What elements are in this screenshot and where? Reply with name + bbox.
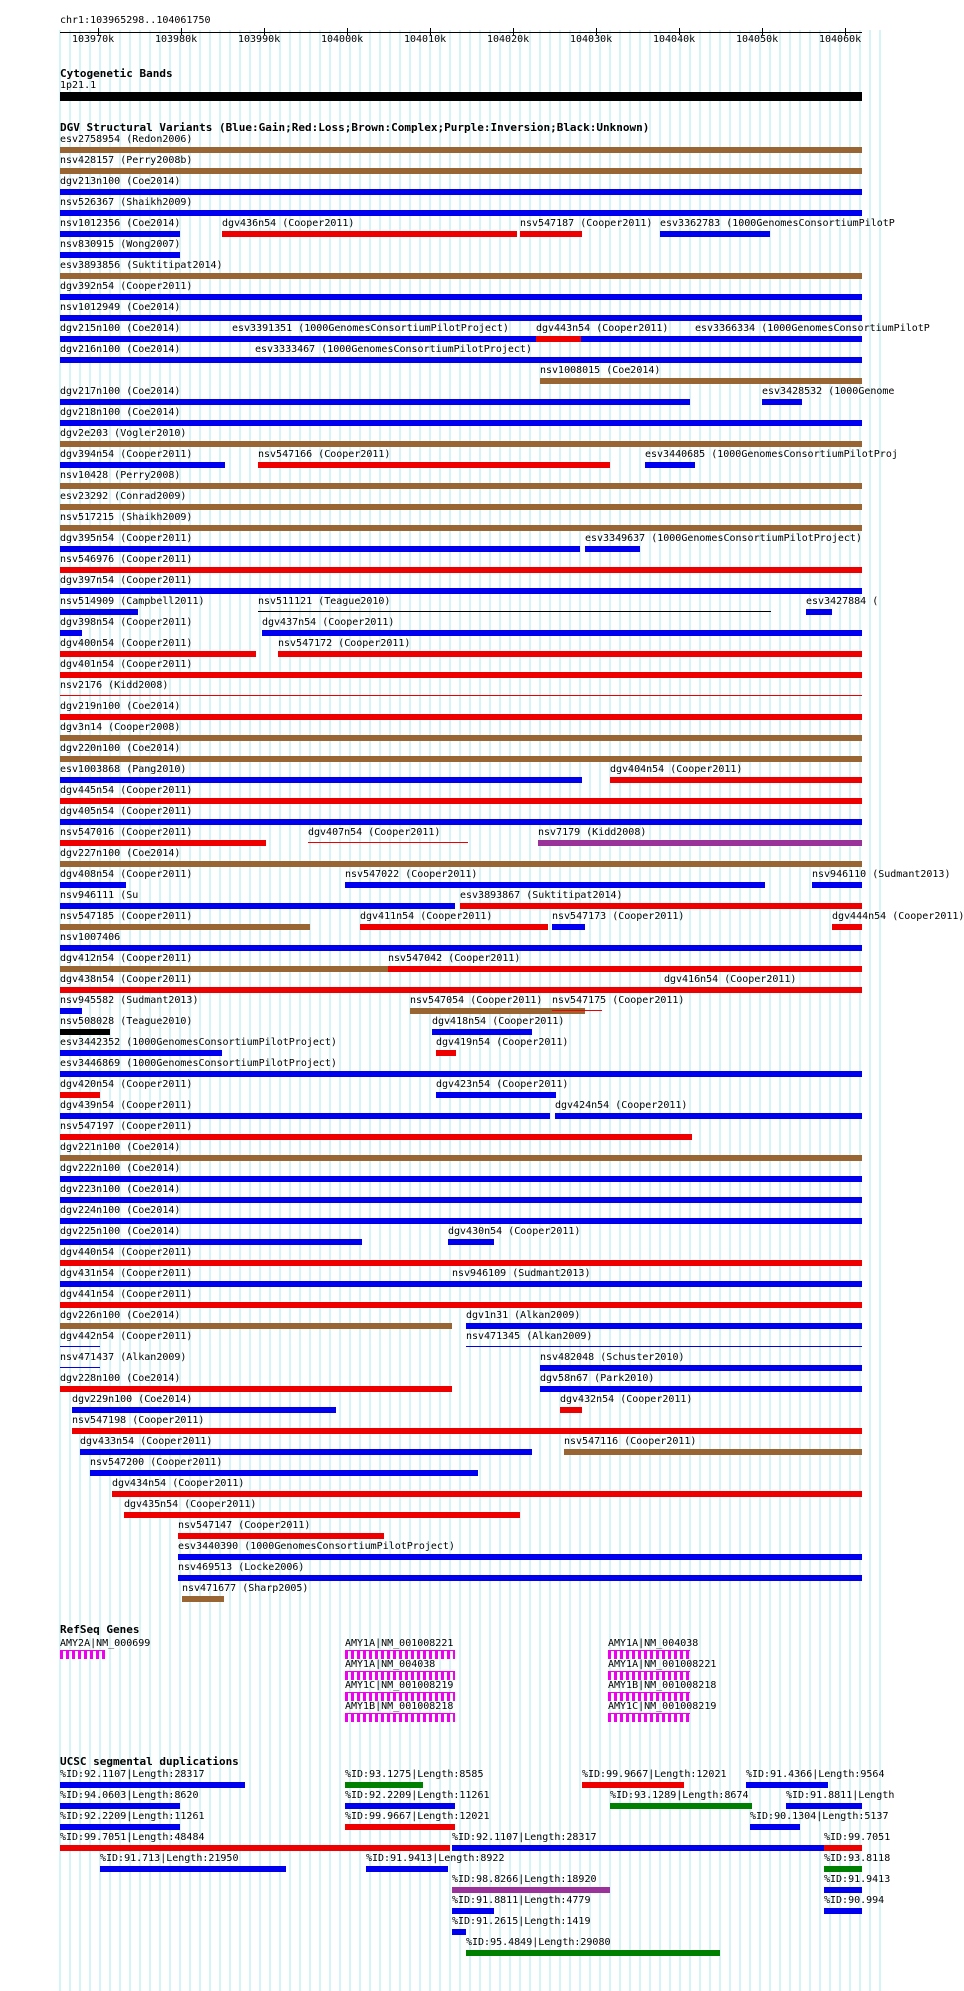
variant-bar[interactable] — [262, 630, 862, 636]
segdup-bar[interactable] — [366, 1866, 448, 1872]
variant-bar[interactable] — [112, 1491, 862, 1497]
variant-bar[interactable] — [178, 1554, 862, 1560]
gene-bar[interactable] — [345, 1671, 455, 1680]
variant-bar[interactable] — [60, 567, 862, 573]
gene-label: AMY1C|NM_001008219 — [345, 1680, 454, 1691]
variant-bar[interactable] — [448, 1239, 494, 1245]
segdup-label: %ID:94.0603|Length:8620 — [60, 1790, 199, 1801]
segdup-bar[interactable] — [60, 1803, 180, 1809]
variant-label: dgv2e203 (Vogler2010) — [60, 428, 187, 439]
variant-label: dgv436n54 (Cooper2011) — [222, 218, 355, 229]
ruler-tick-label: 103970k — [72, 34, 115, 45]
variant-label: dgv223n100 (Coe2014) — [60, 1184, 181, 1195]
segdup-label: %ID:90.994 — [824, 1895, 885, 1906]
variant-label: dgv408n54 (Cooper2011) — [60, 869, 193, 880]
segdup-bar[interactable] — [824, 1887, 862, 1893]
variant-bar[interactable] — [60, 609, 138, 615]
variant-label: dgv445n54 (Cooper2011) — [60, 785, 193, 796]
variant-label: nsv508028 (Teague2010) — [60, 1016, 193, 1027]
variant-bar[interactable] — [60, 1260, 862, 1266]
variant-bar[interactable] — [60, 462, 225, 468]
variant-bar[interactable] — [432, 1029, 532, 1035]
variant-label: esv3446869 (1000GenomesConsortiumPilotProject) — [60, 1058, 337, 1069]
variant-bar[interactable] — [664, 987, 676, 993]
variant-bar[interactable] — [60, 189, 862, 195]
variant-bar[interactable] — [60, 210, 862, 216]
variant-label: nsv511121 (Teague2010) — [258, 596, 391, 607]
variant-bar[interactable] — [60, 294, 862, 300]
variant-label: esv3333467 (1000GenomesConsortiumPilotProject) — [255, 344, 532, 355]
variant-label: dgv440n54 (Cooper2011) — [60, 1247, 193, 1258]
variant-label: dgv424n54 (Cooper2011) — [555, 1100, 688, 1111]
variant-bar[interactable] — [452, 1281, 492, 1287]
variant-label: nsv547175 (Cooper2011) — [552, 995, 685, 1006]
variant-bar[interactable] — [60, 1155, 862, 1161]
variant-label: nsv547187 (Cooper2011) — [520, 218, 653, 229]
segdup-label: %ID:99.7051|Length:48484 — [60, 1832, 205, 1843]
segdup-label: %ID:91.2615|Length:1419 — [452, 1916, 591, 1927]
variant-bar[interactable] — [60, 819, 862, 825]
segdup-bar[interactable] — [582, 1782, 684, 1788]
variant-label: esv3442352 (1000GenomesConsortiumPilotProject) — [60, 1037, 337, 1048]
variant-label: esv3428532 (1000Genome — [762, 386, 895, 397]
variant-bar[interactable] — [60, 1367, 100, 1368]
variant-label: nsv469513 (Locke2006) — [178, 1562, 305, 1573]
variant-bar[interactable] — [60, 1302, 862, 1308]
variant-bar[interactable] — [90, 1470, 478, 1476]
variant-label: nsv547116 (Cooper2011) — [564, 1436, 697, 1447]
segdup-bar[interactable] — [452, 1929, 466, 1935]
variant-bar[interactable] — [585, 546, 640, 552]
segdup-title: UCSC segmental duplications — [60, 1755, 239, 1768]
variant-label: dgv401n54 (Cooper2011) — [60, 659, 193, 670]
variant-bar[interactable] — [552, 1010, 602, 1011]
variant-bar[interactable] — [410, 1008, 585, 1014]
variant-bar[interactable] — [60, 420, 862, 426]
variant-label: dgv430n54 (Cooper2011) — [448, 1226, 581, 1237]
variant-label: nsv547042 (Cooper2011) — [388, 953, 521, 964]
segdup-label: %ID:93.8118 — [824, 1853, 891, 1864]
variant-bar[interactable] — [60, 357, 862, 363]
variant-bar[interactable] — [540, 378, 862, 384]
variant-label: dgv433n54 (Cooper2011) — [80, 1436, 213, 1447]
variant-bar[interactable] — [80, 1449, 532, 1455]
variant-bar[interactable] — [60, 525, 862, 531]
variant-label: esv23292 (Conrad2009) — [60, 491, 187, 502]
variant-label: dgv3n14 (Cooper2008) — [60, 722, 181, 733]
variant-bar[interactable] — [60, 651, 256, 657]
variant-bar[interactable] — [345, 882, 765, 888]
variant-bar[interactable] — [178, 1575, 862, 1581]
variant-label: dgv226n100 (Coe2014) — [60, 1310, 181, 1321]
variant-bar[interactable] — [60, 441, 862, 447]
variant-label: dgv431n54 (Cooper2011) — [60, 1268, 193, 1279]
variant-bar[interactable] — [60, 1008, 82, 1014]
variant-bar[interactable] — [60, 903, 455, 909]
variant-label: dgv407n54 (Cooper2011) — [308, 827, 441, 838]
gene-label: AMY1A|NM_004038 — [345, 1659, 436, 1670]
variant-bar[interactable] — [60, 1346, 100, 1347]
variant-label: dgv398n54 (Cooper2011) — [60, 617, 193, 628]
segdup-label: %ID:91.8811|Length:4779 — [452, 1895, 591, 1906]
variant-bar[interactable] — [60, 315, 862, 321]
variant-bar[interactable] — [60, 695, 862, 696]
variant-label: esv3349637 (1000GenomesConsortiumPilotProject) — [585, 533, 862, 544]
cytoband-bar[interactable] — [60, 92, 862, 101]
variant-label: dgv437n54 (Cooper2011) — [262, 617, 395, 628]
segdup-label: %ID:99.9667|Length:12021 — [582, 1769, 727, 1780]
variant-bar[interactable] — [60, 924, 310, 930]
variant-bar[interactable] — [60, 399, 690, 405]
variant-bar[interactable] — [60, 1092, 100, 1098]
variant-bar[interactable] — [60, 756, 862, 762]
variant-bar[interactable] — [466, 1346, 862, 1347]
segdup-bar[interactable] — [345, 1782, 423, 1788]
variant-label: esv3391351 (1000GenomesConsortiumPilotProject) — [232, 323, 509, 334]
segdup-bar[interactable] — [60, 1824, 180, 1830]
ruler-tick-label: 104020k — [487, 34, 530, 45]
variant-label: dgv423n54 (Cooper2011) — [436, 1079, 569, 1090]
gene-label: AMY1B|NM_001008218 — [608, 1680, 717, 1691]
variant-label: dgv439n54 (Cooper2011) — [60, 1100, 193, 1111]
variant-bar[interactable] — [466, 1323, 862, 1329]
gene-bar[interactable] — [60, 1650, 105, 1659]
segdup-label: %ID:91.713|Length:21950 — [100, 1853, 239, 1864]
variant-bar[interactable] — [60, 1197, 862, 1203]
variant-bar[interactable] — [60, 798, 862, 804]
variant-label: dgv213n100 (Coe2014) — [60, 176, 181, 187]
variant-label: nsv946110 (Sudmant2013) — [812, 869, 951, 880]
variant-bar[interactable] — [178, 1533, 384, 1539]
variant-bar[interactable] — [60, 273, 862, 279]
segdup-bar[interactable] — [786, 1803, 862, 1809]
gene-bar[interactable] — [345, 1713, 455, 1722]
variant-label: dgv434n54 (Cooper2011) — [112, 1478, 245, 1489]
variant-label: dgv438n54 (Cooper2011) — [60, 974, 193, 985]
segdup-bar[interactable] — [100, 1866, 286, 1872]
gene-bar[interactable] — [608, 1692, 690, 1701]
variant-label: dgv412n54 (Cooper2011) — [60, 953, 193, 964]
variant-label: dgv220n100 (Coe2014) — [60, 743, 181, 754]
variant-label: nsv945582 (Sudmant2013) — [60, 995, 199, 1006]
variant-label: dgv435n54 (Cooper2011) — [124, 1499, 257, 1510]
variant-bar[interactable] — [60, 147, 862, 153]
segdup-bar[interactable] — [60, 1845, 450, 1851]
dgv-title: DGV Structural Variants (Blue:Gain;Red:Loss;Brown:Complex;Purple:Inversion;Black:Unknown) — [60, 121, 650, 134]
variant-bar[interactable] — [60, 504, 862, 510]
segdup-label: %ID:91.9413 — [824, 1874, 891, 1885]
variant-label: nsv428157 (Perry2008b) — [60, 155, 193, 166]
variant-bar[interactable] — [520, 231, 582, 237]
variant-label: nsv547198 (Cooper2011) — [72, 1415, 205, 1426]
variant-bar[interactable] — [806, 609, 832, 615]
variant-label: dgv416n54 (Cooper2011) — [664, 974, 797, 985]
variant-bar[interactable] — [258, 611, 771, 612]
variant-bar[interactable] — [552, 924, 585, 930]
variant-label: dgv432n54 (Cooper2011) — [560, 1394, 693, 1405]
variant-label: dgv229n100 (Coe2014) — [72, 1394, 193, 1405]
variant-label: dgv216n100 (Coe2014) — [60, 344, 181, 355]
variant-bar[interactable] — [222, 231, 517, 237]
variant-bar[interactable] — [60, 1176, 862, 1182]
gene-bar[interactable] — [608, 1713, 690, 1722]
variant-bar[interactable] — [60, 735, 862, 741]
variant-bar[interactable] — [60, 861, 862, 867]
variant-bar[interactable] — [660, 231, 770, 237]
variant-bar[interactable] — [762, 399, 802, 405]
variant-label: esv1003868 (Pang2010) — [60, 764, 187, 775]
variant-label: dgv442n54 (Cooper2011) — [60, 1331, 193, 1342]
cytoband-label: 1p21.1 — [60, 80, 97, 91]
variant-label: nsv471677 (Sharp2005) — [182, 1583, 309, 1594]
variant-bar[interactable] — [308, 842, 468, 843]
variant-bar[interactable] — [360, 924, 548, 930]
variant-label: dgv418n54 (Cooper2011) — [432, 1016, 565, 1027]
variant-label: nsv514909 (Campbell2011) — [60, 596, 205, 607]
segdup-label: %ID:91.4366|Length:9564 — [746, 1769, 885, 1780]
variant-bar[interactable] — [124, 1512, 520, 1518]
variant-label: dgv405n54 (Cooper2011) — [60, 806, 193, 817]
variant-bar[interactable] — [182, 1596, 224, 1602]
segdup-bar[interactable] — [750, 1824, 800, 1830]
variant-label: dgv419n54 (Cooper2011) — [436, 1037, 569, 1048]
segdup-bar[interactable] — [610, 1803, 752, 1809]
variant-label: esv3362783 (1000GenomesConsortiumPilotP — [660, 218, 895, 229]
segdup-bar[interactable] — [746, 1782, 828, 1788]
variant-bar[interactable] — [60, 1386, 452, 1392]
variant-label: dgv443n54 (Cooper2011) — [536, 323, 669, 334]
variant-label: nsv547054 (Cooper2011) — [410, 995, 543, 1006]
segdup-bar[interactable] — [466, 1950, 720, 1956]
ruler-tick-label: 104030k — [570, 34, 613, 45]
segdup-label: %ID:93.1289|Length:8674 — [610, 1790, 749, 1801]
variant-label: esv3893867 (Suktitipat2014) — [460, 890, 623, 901]
variant-label: nsv482048 (Schuster2010) — [540, 1352, 685, 1363]
variant-bar[interactable] — [60, 546, 580, 552]
cytoband-title: Cytogenetic Bands — [60, 67, 173, 80]
segdup-label: %ID:93.1275|Length:8585 — [345, 1769, 484, 1780]
variant-bar[interactable] — [564, 1449, 862, 1455]
variant-bar[interactable] — [60, 1071, 862, 1077]
variant-label: dgv395n54 (Cooper2011) — [60, 533, 193, 544]
variant-label: nsv1007406 — [60, 932, 121, 943]
variant-bar[interactable] — [72, 1407, 336, 1413]
variant-label: nsv547022 (Cooper2011) — [345, 869, 478, 880]
variant-label: dgv404n54 (Cooper2011) — [610, 764, 743, 775]
variant-label: nsv547147 (Cooper2011) — [178, 1520, 311, 1531]
variant-label: nsv547166 (Cooper2011) — [258, 449, 391, 460]
variant-bar[interactable] — [832, 924, 862, 930]
ruler-tick-label: 104000k — [321, 34, 364, 45]
variant-label: esv2758954 (Redon2006) — [60, 134, 193, 145]
variant-bar[interactable] — [60, 945, 862, 951]
variant-bar[interactable] — [60, 231, 180, 237]
variant-bar[interactable] — [695, 336, 815, 342]
variant-bar[interactable] — [60, 672, 862, 678]
variant-label: nsv547173 (Cooper2011) — [552, 911, 685, 922]
segdup-label: %ID:92.2209|Length:11261 — [60, 1811, 205, 1822]
variant-bar[interactable] — [540, 1365, 862, 1371]
variant-label: nsv471437 (Alkan2009) — [60, 1352, 187, 1363]
gene-label: AMY1A|NM_001008221 — [608, 1659, 717, 1670]
variant-label: dgv392n54 (Cooper2011) — [60, 281, 193, 292]
segdup-bar[interactable] — [60, 1782, 245, 1788]
variant-bar[interactable] — [812, 882, 862, 888]
gene-label: AMY1C|NM_001008219 — [608, 1701, 717, 1712]
variant-bar[interactable] — [60, 1134, 692, 1140]
segdup-label: %ID:91.8811|Length — [786, 1790, 895, 1801]
gene-bar[interactable] — [345, 1650, 455, 1659]
segdup-label: %ID:98.8266|Length:18920 — [452, 1874, 597, 1885]
gene-label: AMY2A|NM_000699 — [60, 1638, 151, 1649]
variant-bar[interactable] — [388, 966, 862, 972]
variant-bar[interactable] — [60, 483, 862, 489]
variant-bar[interactable] — [60, 1113, 550, 1119]
variant-bar[interactable] — [610, 777, 862, 783]
variant-label: nsv547200 (Cooper2011) — [90, 1457, 223, 1468]
segdup-label: %ID:99.9667|Length:12021 — [345, 1811, 490, 1822]
variant-bar[interactable] — [60, 1323, 452, 1329]
variant-label: dgv420n54 (Cooper2011) — [60, 1079, 193, 1090]
segdup-label: %ID:95.4849|Length:29080 — [466, 1937, 611, 1948]
variant-bar[interactable] — [60, 1050, 222, 1056]
gene-label: AMY1A|NM_001008221 — [345, 1638, 454, 1649]
variant-bar[interactable] — [555, 1113, 862, 1119]
variant-label: dgv444n54 (Cooper2011) — [832, 911, 964, 922]
variant-label: nsv1012949 (Coe2014) — [60, 302, 181, 313]
variant-bar[interactable] — [560, 1407, 582, 1413]
segdup-label: %ID:92.2209|Length:11261 — [345, 1790, 490, 1801]
variant-label: nsv546976 (Cooper2011) — [60, 554, 193, 565]
variant-label: nsv1008015 (Coe2014) — [540, 365, 661, 376]
variant-label: nsv471345 (Alkan2009) — [466, 1331, 593, 1342]
gene-label: AMY1B|NM_001008218 — [345, 1701, 454, 1712]
segdup-label: %ID:90.1304|Length:5137 — [750, 1811, 889, 1822]
segdup-bar[interactable] — [452, 1908, 494, 1914]
variant-bar[interactable] — [540, 1386, 862, 1392]
segdup-bar[interactable] — [824, 1908, 862, 1914]
gene-bar[interactable] — [345, 1692, 455, 1701]
variant-bar[interactable] — [60, 588, 862, 594]
segdup-bar[interactable] — [345, 1803, 455, 1809]
variant-label: nsv526367 (Shaikh2009) — [60, 197, 193, 208]
segdup-label: %ID:99.7051 — [824, 1832, 891, 1843]
variant-bar[interactable] — [645, 462, 695, 468]
segdup-label: %ID:92.1107|Length:28317 — [452, 1832, 597, 1843]
segdup-bar[interactable] — [452, 1887, 610, 1893]
ruler-tick-label: 103980k — [155, 34, 198, 45]
variant-label: dgv228n100 (Coe2014) — [60, 1373, 181, 1384]
variant-label: dgv441n54 (Cooper2011) — [60, 1289, 193, 1300]
variant-label: esv3366334 (1000GenomesConsortiumPilotP — [695, 323, 930, 334]
segdup-bar[interactable] — [824, 1845, 862, 1851]
variant-bar[interactable] — [72, 1428, 862, 1434]
variant-bar[interactable] — [60, 882, 126, 888]
variant-label: dgv397n54 (Cooper2011) — [60, 575, 193, 586]
gene-label: AMY1A|NM_004038 — [608, 1638, 699, 1649]
ruler-tick-label: 104060k — [819, 34, 862, 45]
variant-label: nsv7179 (Kidd2008) — [538, 827, 647, 838]
variant-label: dgv58n67 (Park2010) — [540, 1373, 655, 1384]
segdup-bar[interactable] — [452, 1845, 862, 1851]
variant-bar[interactable] — [232, 336, 272, 342]
segdup-bar[interactable] — [345, 1824, 455, 1830]
variant-label: dgv219n100 (Coe2014) — [60, 701, 181, 712]
variant-label: esv3893856 (Suktitipat2014) — [60, 260, 223, 271]
variant-label: nsv946111 (Su — [60, 890, 139, 901]
variant-bar[interactable] — [60, 1239, 362, 1245]
variant-label: esv3440685 (1000GenomesConsortiumPilotProj — [645, 449, 898, 460]
variant-label: nsv547172 (Cooper2011) — [278, 638, 411, 649]
variant-bar[interactable] — [60, 777, 582, 783]
variant-bar[interactable] — [60, 168, 862, 174]
ruler-tick-label: 103990k — [238, 34, 281, 45]
refseq-title: RefSeq Genes — [60, 1623, 140, 1636]
variant-bar[interactable] — [60, 1029, 110, 1035]
variant-label: nsv830915 (Wong2007) — [60, 239, 181, 250]
variant-label: nsv2176 (Kidd2008) — [60, 680, 169, 691]
variant-bar[interactable] — [258, 462, 610, 468]
variant-label: dgv394n54 (Cooper2011) — [60, 449, 193, 460]
variant-label: nsv547016 (Cooper2011) — [60, 827, 193, 838]
variant-label: esv3440390 (1000GenomesConsortiumPilotProject) — [178, 1541, 455, 1552]
variant-label: dgv221n100 (Coe2014) — [60, 1142, 181, 1153]
variant-bar[interactable] — [436, 1050, 456, 1056]
variant-bar[interactable] — [60, 714, 862, 720]
variant-label: nsv547185 (Cooper2011) — [60, 911, 193, 922]
segdup-bar[interactable] — [824, 1866, 862, 1872]
variant-bar[interactable] — [60, 630, 82, 636]
variant-bar[interactable] — [278, 651, 862, 657]
variant-label: dgv225n100 (Coe2014) — [60, 1226, 181, 1237]
variant-label: dgv215n100 (Coe2014) — [60, 323, 181, 334]
variant-label: nsv1012356 (Coe2014) — [60, 218, 181, 229]
variant-bar[interactable] — [436, 1092, 556, 1098]
ruler-tick-label: 104010k — [404, 34, 447, 45]
variant-bar[interactable] — [460, 903, 862, 909]
segdup-label: %ID:92.1107|Length:28317 — [60, 1769, 205, 1780]
variant-label: dgv227n100 (Coe2014) — [60, 848, 181, 859]
position-label: chr1:103965298..104061750 — [60, 15, 211, 26]
gene-bar[interactable] — [608, 1671, 690, 1680]
variant-bar[interactable] — [60, 987, 862, 993]
variant-bar[interactable] — [536, 336, 581, 342]
variant-bar[interactable] — [60, 1218, 862, 1224]
ruler-tick-label: 104050k — [736, 34, 779, 45]
variant-label: dgv1n31 (Alkan2009) — [466, 1310, 581, 1321]
variant-label: nsv10428 (Perry2008) — [60, 470, 181, 481]
variant-label: nsv517215 (Shaikh2009) — [60, 512, 193, 523]
variant-label: dgv217n100 (Coe2014) — [60, 386, 181, 397]
variant-label: dgv224n100 (Coe2014) — [60, 1205, 181, 1216]
variant-bar[interactable] — [60, 252, 180, 258]
gene-bar[interactable] — [608, 1650, 690, 1659]
ruler-tick-label: 104040k — [653, 34, 696, 45]
variant-label: dgv218n100 (Coe2014) — [60, 407, 181, 418]
variant-label: nsv547197 (Cooper2011) — [60, 1121, 193, 1132]
variant-label: nsv946109 (Sudmant2013) — [452, 1268, 591, 1279]
segdup-label: %ID:91.9413|Length:8922 — [366, 1853, 505, 1864]
variant-label: dgv411n54 (Cooper2011) — [360, 911, 493, 922]
variant-label: dgv222n100 (Coe2014) — [60, 1163, 181, 1174]
variant-bar[interactable] — [538, 840, 862, 846]
variant-label: esv3427884 ( — [806, 596, 879, 607]
variant-label: dgv400n54 (Cooper2011) — [60, 638, 193, 649]
variant-bar[interactable] — [60, 840, 266, 846]
